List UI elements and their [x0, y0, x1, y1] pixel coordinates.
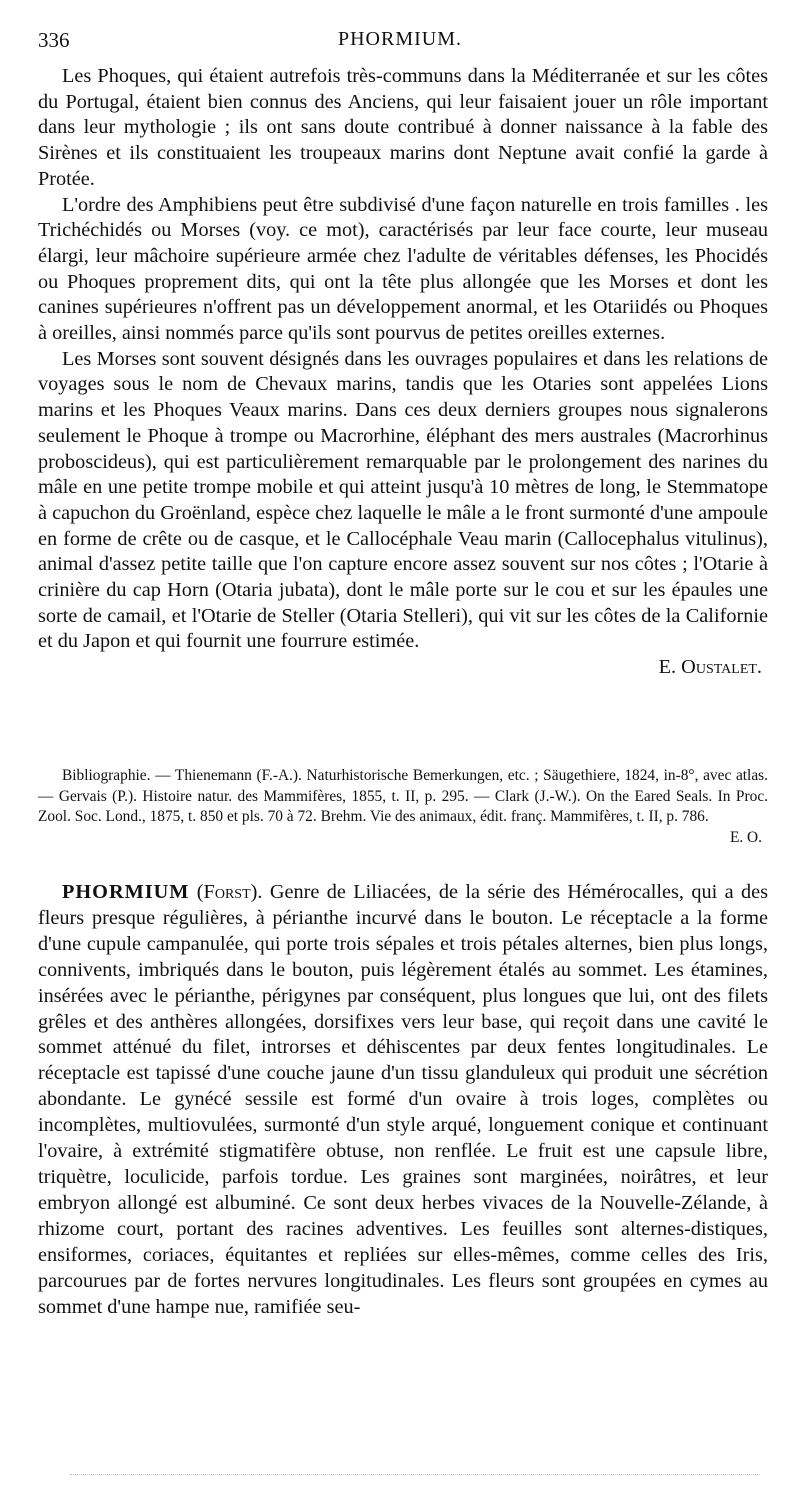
article-phormium	[38, 880, 768, 1320]
headword: PHORMIUM	[62, 881, 190, 903]
paragraph: L'ordre des Amphibiens peut être subdivisé d'une façon naturelle en trois familles . les Trichéchidés ou Morses (voy. ce mot), caractérisés par leur face courte, leur museau élargi, leur mâchoire supérieure armée chez l'adulte de véritables défenses, les Phocidés ou Phoques proprement dits, qui ont la tête plus allongée que les Morses et dont les canines supérieures n'offrent pas un développement anormal, et les Otariidés ou Phoques à oreilles, ainsi nommés parce qu'ils sont pourvus de petites oreilles externes.	[38, 193, 768, 345]
bibliography-text: Bibliographie. — Thienemann (F.-A.). Naturhistorische Bemerkungen, etc. ; Säugethiere, 1824, in-8°, avec atlas. — Gervais (P.). Histoire natur. des Mammifères, 1855, t. II, p. 295. — Clark (J.-W.). On the Eared Seals. In Proc. Zool. Soc. Lond., 1875, t. 850 et pls. 70 à 72. Brehm. Vie des animaux, édit. franç. Mammifères, t. II, p. 786.	[38, 767, 768, 825]
paragraph	[38, 880, 768, 1320]
author-signature-row	[38, 655, 768, 681]
paragraph: Les Morses sont souvent désignés dans les ouvrages populaires et dans les relations de voyages sous le nom de Chevaux marins, tandis que les Otaries sont appelées Lions marins et les Phoques Veaux marins. Dans ces deux derniers groupes nous signalerons seulement le Phoque à trompe ou Macrorhine, éléphant des mers australes (Macrorhinus proboscideus), qui est particulièrement remarquable par le prolongement des narines du mâle en une petite trompe mobile et qui atteint jusqu'à 10 mètres de long, le Stemmatope à capuchon du Groënland, espèce chez laquelle le mâle a le front surmonté d'une ampoule en forme de crête ou de casque, et le Callocéphale Veau marin (Callocephalus vitulinus), animal d'assez petite taille que l'on capture encore assez souvent sur nos côtes ; l'Otarie à crinière du cap Horn (Otaria jubata), dont le mâle porte sur le cou et sur les épaules une sorte de camail, et l'Otarie de Steller (Otaria Stelleri), qui vit sur les côtes de la Californie et du Japon et qui fournit une fourrure estimée.	[38, 347, 768, 653]
page-number: 336	[38, 28, 70, 52]
page-bottom-rule	[70, 1474, 760, 1475]
author-signature: E. Oustalet.	[658, 656, 762, 679]
page-header	[38, 28, 762, 58]
bibliography-signature: E. O.	[729, 828, 762, 846]
bibliography-signature-row	[38, 828, 768, 849]
bibliography	[38, 766, 768, 848]
paragraph: Les Phoques, qui étaient autrefois très-communs dans la Méditerranée et sur les côtes du Portugal, étaient bien connus des Anciens, qui leur faisaient jouer un rôle important dans leur mythologie ; ils ont sans doute contribué à donner naissance à la fable des Sirènes et ils constituaient les troupeaux marins dont Neptune avait confié la garde à Protée.	[38, 65, 768, 190]
article-phoque-continuation	[38, 64, 768, 681]
authority: (Forst).	[196, 881, 263, 903]
running-title: PHORMIUM.	[337, 28, 463, 50]
article-body: Genre de Liliacées, de la série des Hémérocalles, qui a des fleurs presque régulières, à périanthe incurvé dans le bouton. Le réceptacle a la forme d'une cupule campanulée, qui porte trois sépales et trois pétales alternes, bien plus longs, connivents, imbriqués dans le bouton, puis légèrement étalés au sommet. Les étamines, insérées avec le périanthe, périgynes par conséquent, plus longues que lui, ont des filets grêles et des anthères allongées, dorsifixes vers leur base, qui reçoit dans une cavité le sommet atténué du filet, introrses et déhiscentes par deux fentes longitudinales. Le réceptacle est tapissé d'une couche jaune d'un tissu glanduleux qui produit une sécrétion abondante. Le gynécé sessile est formé d'un ovaire à trois loges, complètes ou incomplètes, multiovulées, surmonté d'un style arqué, longuement conique et continuant l'ovaire, à extrémité stigmatifère obtuse, non renflée. Le fruit est une capsule libre, triquètre, loculicide, parfois tordue. Les graines sont marginées, noirâtres, et leur embryon allongé est albuminé. Ce sont deux herbes vivaces de la Nouvelle-Zélande, à rhizome court, portant des racines adventives. Les feuilles sont alternes-distiques, ensiformes, coriaces, équitantes et repliées sur elles-mêmes, comme celles des Iris, parcourues par de fortes nervures longitudinales. Les fleurs sont groupées en cymes au sommet d'une hampe nue, ramifiée seu-	[38, 881, 769, 1318]
